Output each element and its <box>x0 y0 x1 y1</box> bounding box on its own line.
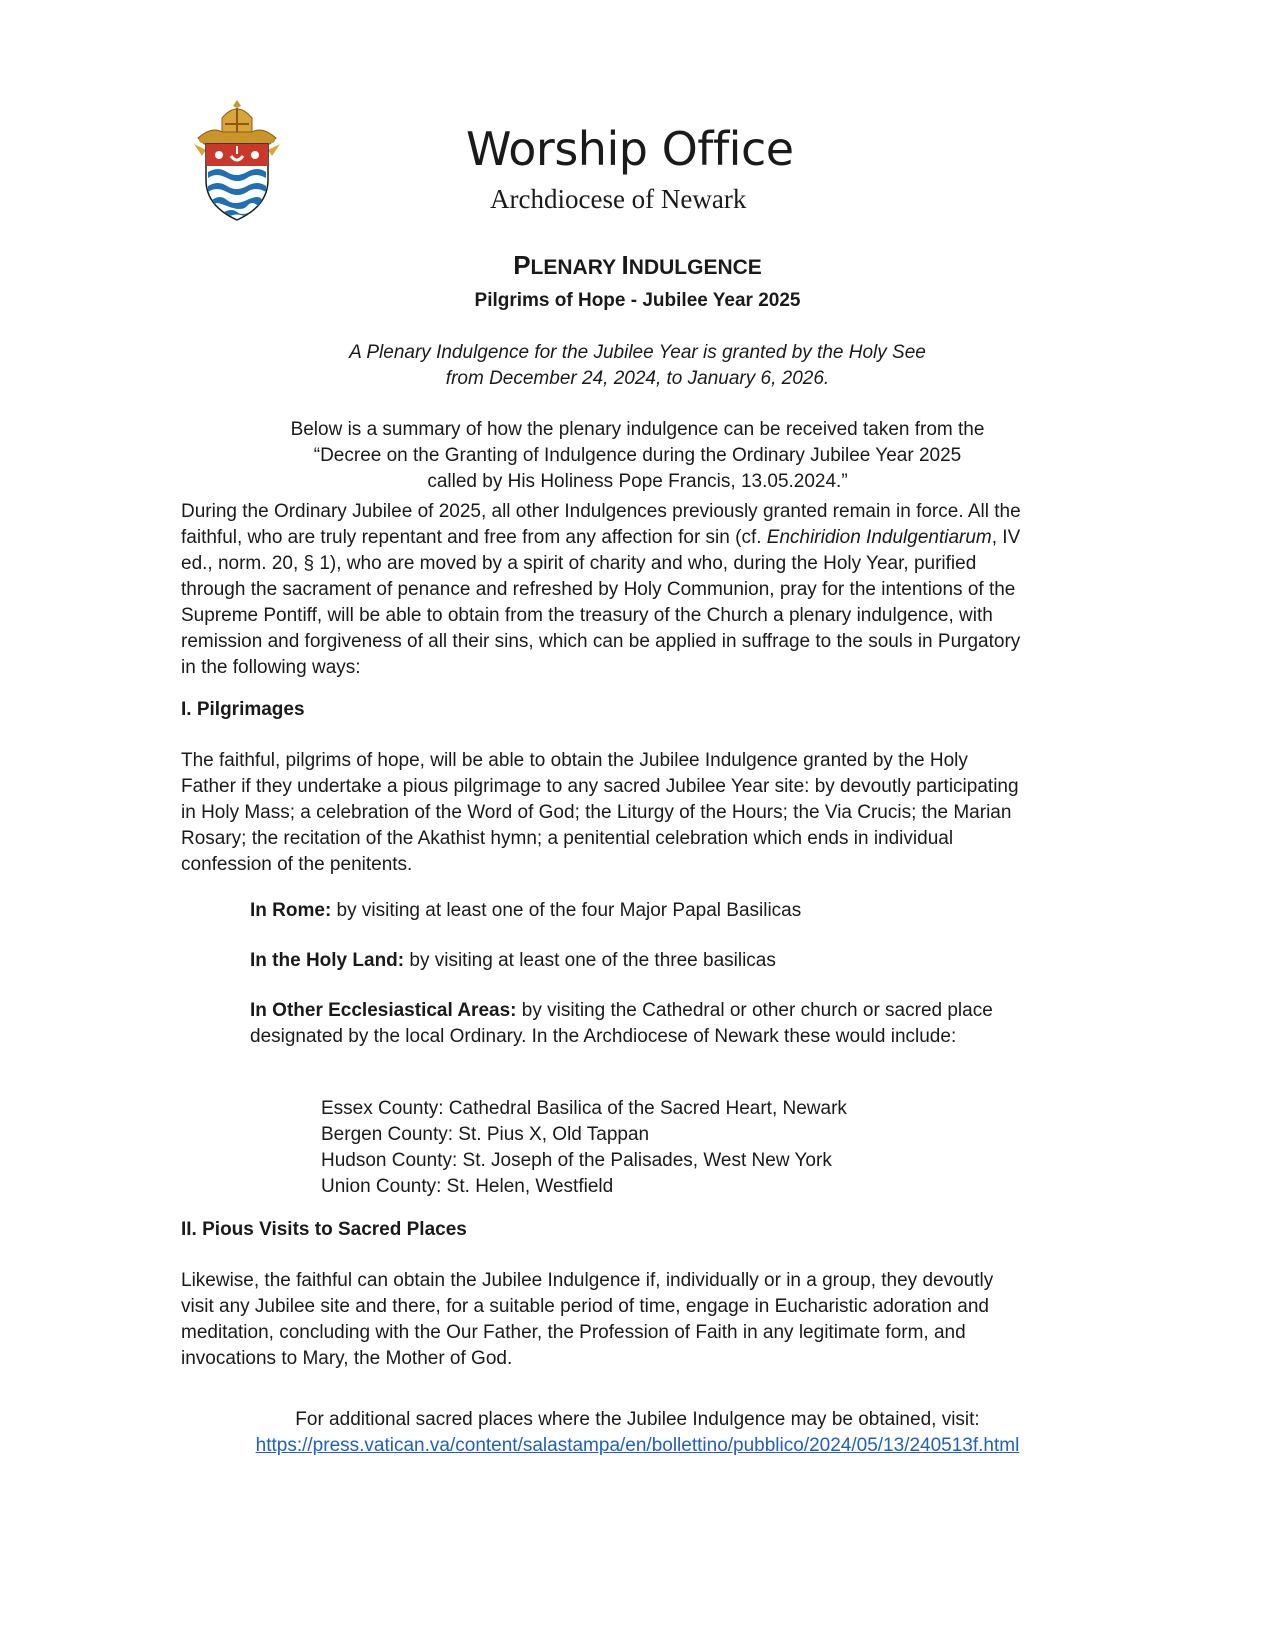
summary-line: Below is a summary of how the plenary indulgence can be received taken from the <box>290 419 985 440</box>
holy-land-item <box>250 948 776 974</box>
holy-land-label: In the Holy Land: <box>250 950 405 971</box>
archdiocese-crest-icon <box>192 98 282 222</box>
other-areas-item <box>250 998 993 1050</box>
rome-text: by visiting at least one of the four Major Papal Basilicas <box>331 900 802 921</box>
paragraph-line: The faithful, pilgrims of hope, will be able to obtain the Jubilee Indulgence granted by the Holy <box>181 750 968 771</box>
paragraph-line: invocations to Mary, the Mother of God. <box>181 1348 513 1369</box>
footer-text: For additional sacred places where the Jubilee Indulgence may be obtained, visit: <box>295 1409 980 1430</box>
list-item: Union County: St. Helen, Westfield <box>321 1176 614 1197</box>
summary-line: called by His Holiness Pope Francis, 13.05.2024.” <box>427 471 848 492</box>
holy-land-text: by visiting at least one of the three basilicas <box>404 950 776 971</box>
vatican-link[interactable]: https://press.vatican.va/content/salastampa/en/bollettino/pubblico/2024/05/13/240513f.html <box>255 1435 1020 1456</box>
paragraph-line: Likewise, the faithful can obtain the Jubilee Indulgence if, individually or in a group, they devoutly <box>181 1270 994 1291</box>
title-rest-indulgence: NDULGENCE <box>628 256 762 279</box>
section-heading-pilgrimages: I. Pilgrimages <box>181 699 305 720</box>
pilgrimages-paragraph <box>181 748 1096 878</box>
document-subtitle: Pilgrims of Hope - Jubilee Year 2025 <box>474 290 801 311</box>
title-initial-p: P <box>513 250 531 280</box>
intro-paragraph <box>181 499 1096 681</box>
list-item: Essex County: Cathedral Basilica of the Sacred Heart, Newark <box>321 1098 847 1119</box>
rome-label: In Rome: <box>250 900 332 921</box>
enchiridion-citation: Enchiridion Indulgentiarum <box>766 527 992 548</box>
paragraph-text: , IV <box>991 527 1021 548</box>
intro-line: from December 24, 2024, to January 6, 2026. <box>445 368 830 389</box>
newark-sites-list <box>321 1096 847 1200</box>
intro-statement <box>0 340 1275 392</box>
list-item: Bergen County: St. Pius X, Old Tappan <box>321 1124 650 1145</box>
paragraph-line: ed., norm. 20, § 1), who are moved by a spirit of charity and who, during the Holy Year, purified <box>181 553 977 574</box>
title-rest-plenary: LENARY <box>530 256 622 279</box>
office-title: Worship Office <box>466 122 794 176</box>
rome-item <box>250 898 801 924</box>
other-areas-label: In Other Ecclesiastical Areas: <box>250 1000 517 1021</box>
paragraph-line: Supreme Pontiff, will be able to obtain from the treasury of the Church a plenary indulgence, with <box>181 605 993 626</box>
paragraph-text: faithful, who are truly repentant and free from any affection for sin (cf. <box>181 527 767 548</box>
pious-visits-paragraph <box>181 1268 1096 1372</box>
office-subtitle: Archdiocese of Newark <box>490 184 747 214</box>
paragraph-line: through the sacrament of penance and refreshed by Holy Communion, pray for the intentions of the <box>181 579 1016 600</box>
other-areas-line <box>250 998 993 1024</box>
summary-line: “Decree on the Granting of Indulgence during the Ordinary Jubilee Year 2025 <box>313 445 962 466</box>
paragraph-line: in Holy Mass; a celebration of the Word of God; the Liturgy of the Hours; the Via Crucis; the Marian <box>181 802 1012 823</box>
paragraph-line: Father if they undertake a pious pilgrimage to any sacred Jubilee Year site: by devoutly participating <box>181 776 1019 797</box>
paragraph-line: visit any Jubilee site and there, for a suitable period of time, engage in Eucharistic adoration and <box>181 1296 989 1317</box>
paragraph-line: Rosary; the recitation of the Akathist hymn; a penitential celebration which ends in individual <box>181 828 954 849</box>
title-initial-i: I <box>621 250 629 280</box>
summary-statement <box>0 417 1275 495</box>
paragraph-line: remission and forgiveness of all their sins, which can be applied in suffrage to the souls in Purgatory <box>181 631 1021 652</box>
intro-line: A Plenary Indulgence for the Jubilee Year is granted by the Holy See <box>349 342 926 363</box>
paragraph-line: During the Ordinary Jubilee of 2025, all other Indulgences previously granted remain in force. All the <box>181 501 1021 522</box>
document-title <box>0 250 1275 281</box>
paragraph-line: meditation, concluding with the Our Father, the Profession of Faith in any legitimate form, and <box>181 1322 966 1343</box>
paragraph-line: confession of the penitents. <box>181 854 413 875</box>
other-areas-line: designated by the local Ordinary. In the Archdiocese of Newark these would include: <box>250 1026 957 1047</box>
section-heading-pious-visits: II. Pious Visits to Sacred Places <box>181 1219 467 1240</box>
paragraph-line: in the following ways: <box>181 657 361 678</box>
other-areas-text: by visiting the Cathedral or other church or sacred place <box>516 1000 993 1021</box>
paragraph-line <box>181 525 1096 551</box>
list-item: Hudson County: St. Joseph of the Palisades, West New York <box>321 1150 832 1171</box>
